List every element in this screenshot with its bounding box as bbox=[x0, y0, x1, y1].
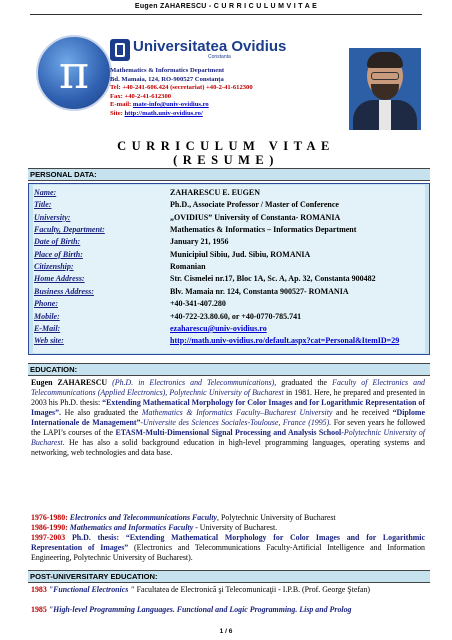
site-label: Site: bbox=[110, 109, 123, 117]
section-personal-data: PERSONAL DATA: bbox=[28, 168, 430, 181]
post-univ-item-1-title: "Functional Electronics " bbox=[46, 585, 135, 594]
edu-name: Eugen ZAHARESCU bbox=[31, 378, 108, 387]
post-univ-item-2-year: 1985 bbox=[31, 605, 47, 614]
personal-data-link[interactable]: http://math.univ-ovidius.ro/default.aspx?cat=Personal&ItemID=29 bbox=[170, 336, 400, 346]
university-logo bbox=[110, 38, 287, 62]
personal-data-value: „OVIDIUS” University of Constanta- ROMANIA bbox=[170, 212, 341, 222]
edu-p13: -Polytechnic University of Bucharest. bbox=[31, 428, 425, 448]
personal-data-value: January 21, 1956 bbox=[170, 237, 229, 247]
portrait-hair bbox=[367, 52, 403, 68]
section-education: EDUCATION: bbox=[28, 363, 430, 376]
personal-data-link[interactable]: ezaharescu@univ-ovidius.ro bbox=[170, 323, 267, 333]
personal-data-value: Str. Cismelei nr.17, Bloc 1A, Sc. A, Ap. 32, Constanta 900482 bbox=[170, 274, 376, 284]
department-tel: Tel: +40-241-606.424 (secretariat) +40-2-41-612300 bbox=[110, 84, 253, 92]
personal-data-label: Place of Birth: bbox=[34, 249, 83, 259]
education-paragraph bbox=[31, 378, 425, 458]
post-univ-item-1 bbox=[31, 585, 425, 595]
department-site-link[interactable]: http://math.univ-ovidius.ro/ bbox=[124, 109, 203, 117]
edu-p7: Mathematics & Informatics Faculty–Bucharest University bbox=[141, 408, 333, 418]
edu-p9: “Diplome Internationale de Management” bbox=[31, 408, 425, 428]
edu-p14: He has also a solid background education in high-level programming languages, operating systems and networking, web technologies and data base. bbox=[31, 438, 425, 458]
personal-data-label: Date of Birth: bbox=[34, 237, 81, 247]
personal-data-value: Blv. Mamaia nr. 124, Constanta 900527- ROMANIA bbox=[170, 286, 349, 296]
edu-p5: “Extending Mathematical Morphology for Color Images and for Logarithmic Representation of Images”. bbox=[31, 398, 425, 418]
education-item-1-title: Electronics and Telecommunications Faculty bbox=[67, 513, 218, 522]
post-univ-item-1-rest: Facultatea de Electronică şi Telecomunicaţii - I.P.B. (Prof. George Ştefan) bbox=[134, 585, 371, 594]
section-post-university: POST-UNIVERSITARY EDUCATION: bbox=[28, 570, 430, 583]
department-site-line bbox=[110, 110, 253, 119]
education-item-1-rest: , Polytechnic University of Bucharest bbox=[217, 513, 336, 522]
education-item-2 bbox=[31, 523, 425, 533]
department-address: Bd. Mamaia, 124, RO-900527 Constanța bbox=[110, 75, 224, 83]
personal-data-label: Name: bbox=[34, 188, 57, 197]
portrait-photo bbox=[349, 48, 421, 130]
university-logo-text: Universitatea Ovidius bbox=[133, 38, 287, 55]
personal-data-value: +40-722-23.80.60, or +40-0770-785.741 bbox=[170, 311, 302, 321]
edu-p12: ETASM-Multi-Dimensional Signal Processing and Analysis School bbox=[115, 428, 342, 438]
edu-p3: Faculty of Electronics and Telecommunications (Applied Electronics), Polytechnic University of Bucharest bbox=[31, 378, 426, 398]
department-email-line bbox=[110, 101, 253, 110]
education-item-1 bbox=[31, 513, 425, 523]
running-header bbox=[0, 0, 452, 16]
department-name: Mathematics & Informatics Department bbox=[110, 67, 225, 74]
education-item-3-rest: (Electronics and Telecommunications Faculty-Artificial Intelligence and Information Engineering, Polytechnic University of Bucharest). bbox=[31, 542, 425, 562]
portrait-beard bbox=[371, 84, 399, 100]
edu-p1: (Ph.D. in Electronics and Telecommunications), bbox=[107, 378, 277, 387]
pi-icon: π bbox=[58, 45, 90, 99]
personal-data-value: Ph.D., Associate Professor / Master of Conference bbox=[170, 200, 339, 210]
edu-p6: He also graduated the bbox=[61, 408, 142, 418]
university-logo-sub: Constanta bbox=[208, 54, 231, 60]
education-item-3 bbox=[31, 533, 425, 562]
edu-p8: and he received bbox=[332, 408, 393, 418]
post-univ-item-2 bbox=[31, 605, 425, 615]
personal-data-label: Title: bbox=[34, 200, 52, 210]
education-item-2-title: Mathematics and Informatics Faculty bbox=[67, 523, 194, 532]
education-item-2-years: 1986-1990: bbox=[31, 523, 68, 532]
edu-p10: -Universite des Sciences Sociales-Toulouse, France (1995). bbox=[140, 418, 332, 428]
personal-data-value: +40-341-407.280 bbox=[170, 299, 226, 309]
education-item-2-rest: - University of Bucharest. bbox=[193, 523, 278, 532]
personal-data-value: Romanian bbox=[170, 262, 206, 272]
page-number: 1 / 6 bbox=[219, 628, 233, 635]
personal-data-label: Citizenship: bbox=[34, 262, 74, 272]
department-email-link[interactable]: mate-info@univ-ovidius.ro bbox=[132, 101, 209, 109]
education-item-3-years: 1997-2003 bbox=[31, 533, 66, 542]
personal-data-label: E-Mail: bbox=[34, 323, 61, 333]
education-item-1-years: 1976-1980: bbox=[31, 513, 68, 522]
document-subtitle: (RESUME) bbox=[173, 153, 279, 167]
document-title: CURRICULUM VITAE bbox=[117, 139, 335, 153]
personal-data-value: Mathematics & Informatics – Informatics Department bbox=[170, 225, 357, 235]
personal-data-value: Municipiul Sibiu, Jud. Sibiu, ROMANIA bbox=[170, 249, 311, 259]
personal-data-value: ZAHARESCU E. EUGEN bbox=[170, 188, 261, 197]
post-univ-item-2-title: "High-level Programming Languages. Functional and Logic Programming. Lisp and Prolog bbox=[46, 605, 352, 614]
running-title: Eugen ZAHARESCU - C U R R I C U L U M V I T A E bbox=[134, 3, 318, 10]
university-contact-block bbox=[110, 67, 253, 119]
university-pi-logo bbox=[36, 35, 112, 111]
personal-data-label: Faculty, Department: bbox=[34, 225, 105, 235]
edu-p11: For seven years he followed the LAPI’s courses of the bbox=[31, 418, 425, 438]
personal-data-label: Home Address: bbox=[34, 274, 85, 284]
portrait-glasses bbox=[371, 72, 399, 80]
email-label: E-mail: bbox=[110, 101, 132, 109]
header-rule bbox=[30, 14, 422, 15]
education-item-3-title: Ph.D. thesis: “Extending Mathematical Morphology for Color Images and for Logarithmic Representation of Images” bbox=[31, 533, 425, 552]
edu-p4: in 1981. Here, he prepared and presented in 2003 his Ph.D. thesis: bbox=[31, 388, 425, 408]
personal-data-label: Phone: bbox=[34, 299, 58, 309]
portrait-shirt bbox=[379, 100, 391, 130]
edu-p2: graduated the bbox=[276, 378, 333, 387]
personal-data-label: University: bbox=[34, 212, 71, 222]
department-fax: Fax: +40-2-41-612300 bbox=[110, 92, 172, 100]
personal-data-label: Web site: bbox=[34, 336, 64, 346]
personal-data-label: Mobile: bbox=[34, 311, 60, 321]
post-univ-item-1-year: 1983 bbox=[31, 585, 47, 594]
personal-data-label: Business Address: bbox=[34, 286, 94, 296]
ovidius-badge-icon bbox=[110, 39, 130, 61]
